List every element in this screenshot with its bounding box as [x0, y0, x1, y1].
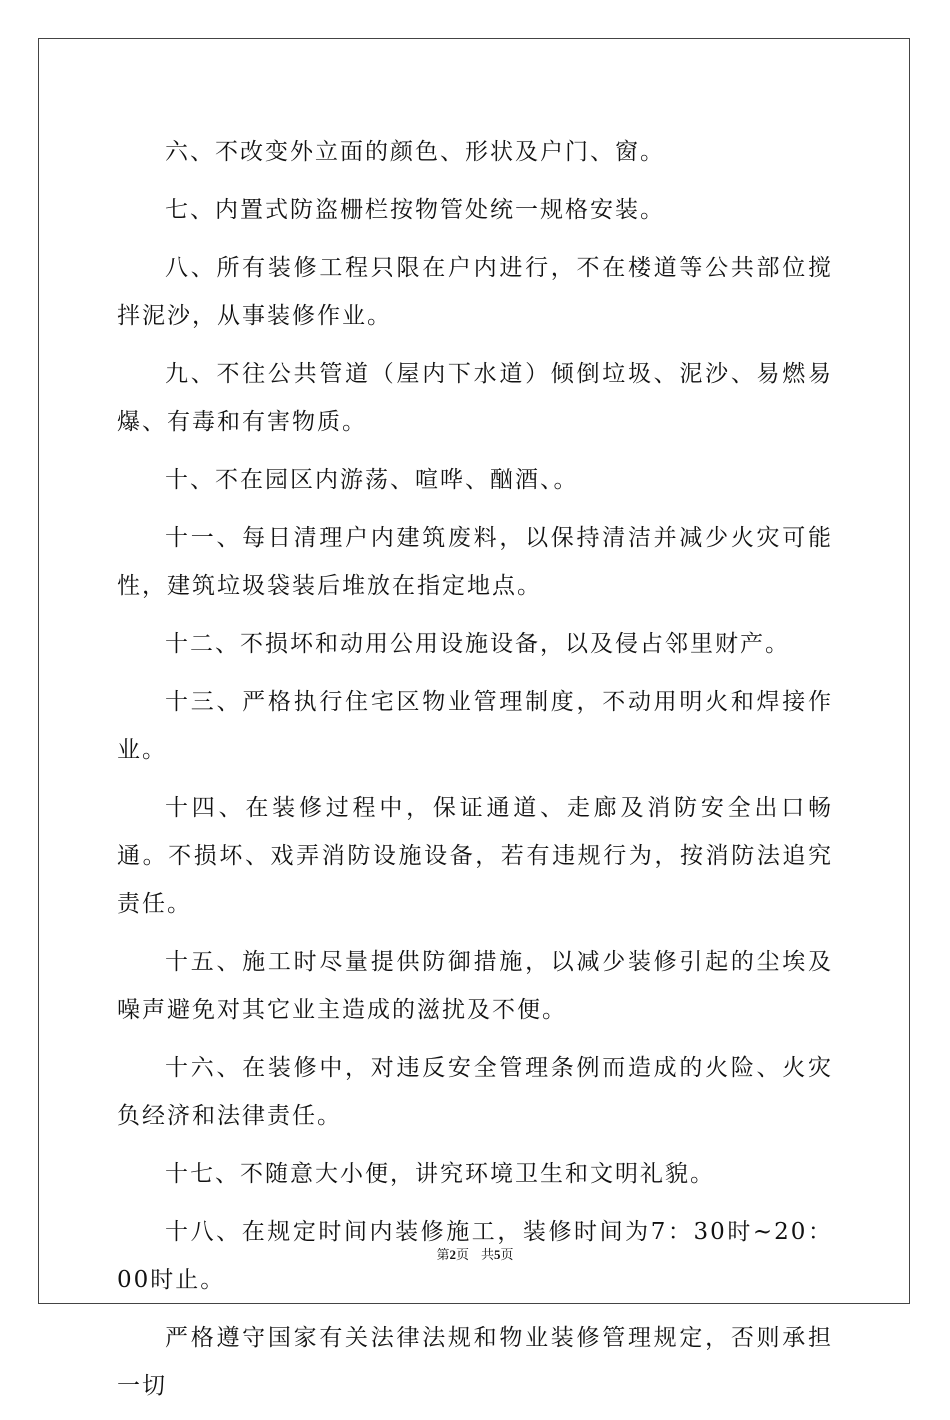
page-footer: [0, 1247, 950, 1264]
paragraph-item-17: 十七、不随意大小便，讲究环境卫生和文明礼貌。: [165, 1161, 715, 1187]
total-pages: 5: [494, 1247, 501, 1262]
paragraph-item-10: 十、不在园区内游荡、喧哗、酗酒、。: [165, 467, 579, 493]
page-prefix: 第: [436, 1248, 450, 1263]
paragraph-item-14: 十四、在装修过程中，保证通道、走廊及消防安全出口畅通。不损坏、戏弄消防设施设备，若有违规行为，按消防法追究责任。: [117, 795, 833, 917]
paragraph-item-7: 七、内置式防盗栅栏按物管处统一规格安装。: [165, 197, 665, 223]
paragraph-closing: 严格遵守国家有关法律法规和物业装修管理规定，否则承担一切: [117, 1325, 833, 1399]
page-suffix: 页: [455, 1248, 469, 1263]
paragraph-item-12: 十二、不损坏和动用公用设施设备，以及侵占邻里财产。: [165, 631, 790, 657]
paragraph-item-18: 十八、在规定时间内装修施工，装修时间为7：30时~20：00时止。: [117, 1219, 833, 1293]
page-number: 2: [449, 1247, 456, 1262]
paragraph-item-15: 十五、施工时尽量提供防御措施，以减少装修引起的尘埃及噪声避免对其它业主造成的滋扰及不便。: [117, 949, 833, 1023]
paragraph-item-16: 十六、在装修中，对违反安全管理条例而造成的火险、火灾负经济和法律责任。: [117, 1055, 833, 1129]
total-suffix: 页: [500, 1248, 514, 1263]
document-body: [117, 128, 833, 1420]
paragraph-item-11: 十一、每日清理户内建筑废料，以保持清洁并减少火灾可能性，建筑垃圾袋装后堆放在指定地点。: [117, 525, 833, 599]
paragraph-item-9: 九、不往公共管道（屋内下水道）倾倒垃圾、泥沙、易燃易爆、有毒和有害物质。: [117, 361, 833, 435]
paragraph-item-6: 六、不改变外立面的颜色、形状及户门、窗。: [165, 139, 665, 165]
paragraph-item-13: 十三、严格执行住宅区物业管理制度，不动用明火和焊接作业。: [117, 689, 833, 763]
total-prefix: 共: [481, 1248, 495, 1263]
paragraph-item-8: 八、所有装修工程只限在户内进行，不在楼道等公共部位搅拌泥沙，从事装修作业。: [117, 255, 833, 329]
